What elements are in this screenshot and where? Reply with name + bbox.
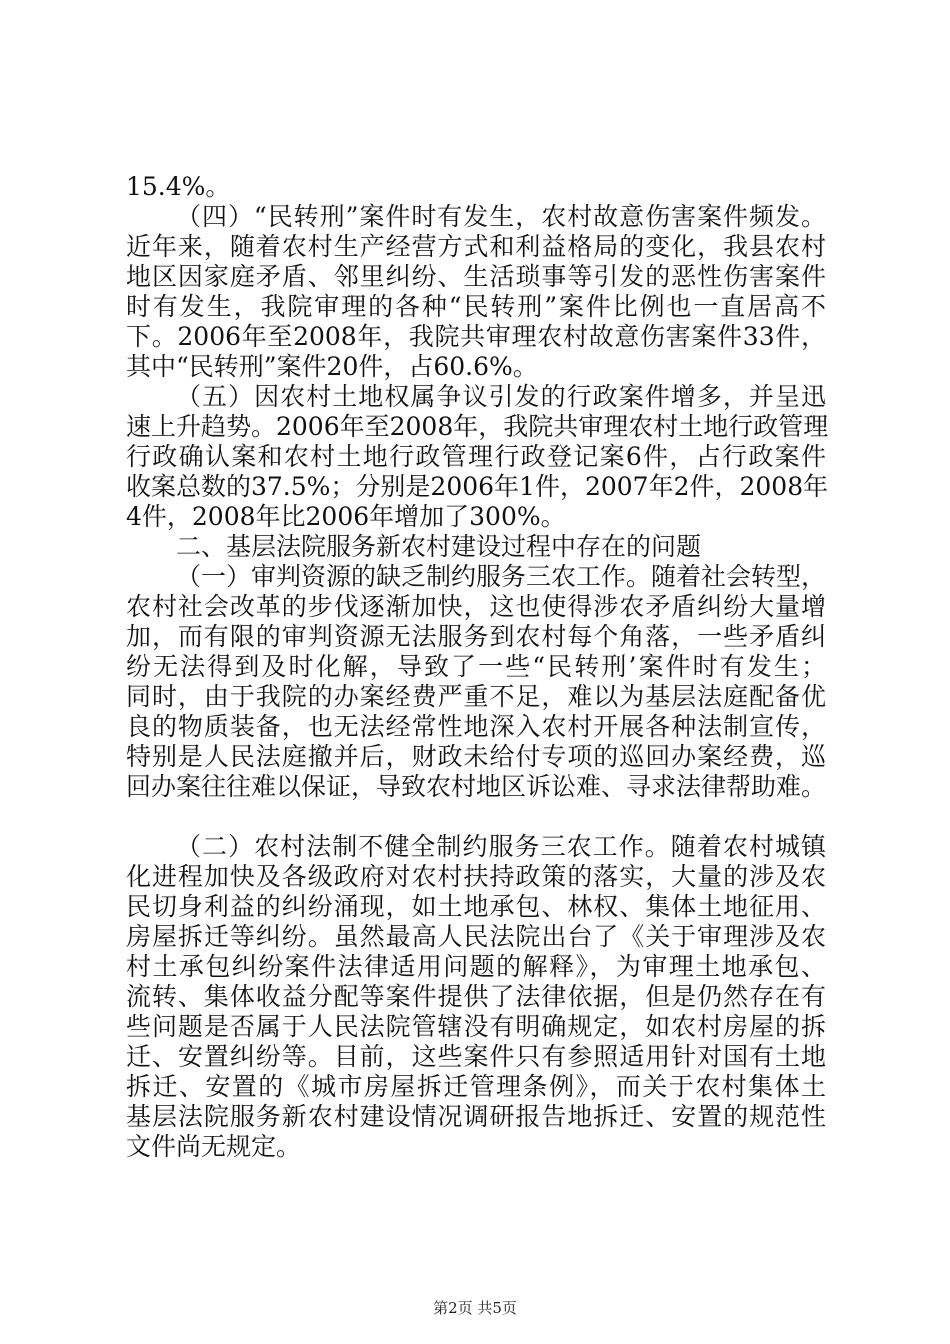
text-line: 基层法院服务新农村建设情况调研报告地拆迁、安置的规范性: [126, 1102, 826, 1131]
paragraph: [126, 172, 826, 202]
text-line: 二、基层法院服务新农村建设过程中存在的问题: [176, 532, 702, 561]
text-line: 行政确认案和农村土地行政管理行政登记案6件，占行政案件: [126, 442, 826, 471]
text-line: 特别是人民法庭撤并后，财政未给付专项的巡回办案经费，巡: [126, 742, 826, 771]
text-line: 流转、集体收益分配等案件提供了法律依据，但是仍然存在有: [126, 982, 826, 1011]
text-line: 良的物质装备，也无法经常性地深入农村开展各种法制宣传，: [126, 712, 826, 741]
text-line: 村土承包纠纷案件法律适用问题的解释》，为审理土地承包、: [126, 952, 826, 981]
text-line: （二）农村法制不健全制约服务三农工作。随着农村城镇: [176, 832, 826, 861]
text-line: 速上升趋势。2006年至2008年，我院共审理农村土地行政管理: [126, 412, 829, 441]
text-line: 其中“民转刑”案件20件，占60.6%。: [126, 352, 538, 381]
text-line: 拆迁、安置的《城市房屋拆迁管理条例》，而关于农村集体土: [126, 1072, 826, 1101]
text-line: （一）审判资源的缺乏制约服务三农工作。随着社会转型，: [176, 562, 827, 591]
text-line: 同时，由于我院的办案经费严重不足，难以为基层法庭配备优: [126, 682, 826, 711]
text-line: 地区因家庭矛盾、邻里纠纷、生活琐事等引发的恶性伤害案件: [126, 262, 826, 291]
text-line: 文件尚无规定。: [126, 1132, 302, 1161]
text-line: 15.4%。: [126, 172, 231, 201]
paragraph-gap: [126, 802, 826, 832]
paragraph: [126, 202, 826, 382]
page-footer: 第2页 共5页: [433, 1299, 517, 1317]
text-line: 农村社会改革的步伐逐渐加快，这也使得涉农矛盾纠纷大量增: [126, 592, 826, 621]
paragraph: [126, 382, 829, 532]
text-line: 迁、安置纠纷等。目前，这些案件只有参照适用针对国有土地: [126, 1042, 826, 1071]
text-line: 化进程加快及各级政府对农村扶持政策的落实，大量的涉及农: [126, 862, 826, 891]
text-line: 房屋拆迁等纠纷。虽然最高人民法院出台了《关于审理涉及农: [126, 922, 826, 951]
text-line: 些问题是否属于人民法院管辖没有明确规定，如农村房屋的拆: [126, 1012, 826, 1041]
text-line: （四）“民转刑”案件时有发生，农村故意伤害案件频发。: [176, 202, 826, 231]
text-line: 下。2006年至2008年，我院共审理农村故意伤害案件33件，: [126, 322, 826, 351]
text-line: 加，而有限的审判资源无法服务到农村每个角落，一些矛盾纠: [126, 622, 826, 651]
text-line: 近年来，随着农村生产经营方式和利益格局的变化，我县农村: [126, 232, 826, 261]
text-line: 时有发生，我院审理的各种“民转刑”案件比例也一直居高不: [126, 292, 826, 321]
paragraph: [126, 832, 826, 1162]
text-line: 回办案往往难以保证，导致农村地区诉讼难、寻求法律帮助难。: [126, 772, 827, 801]
paragraph: [126, 532, 826, 562]
text-line: 民切身利益的纠纷涌现，如土地承包、林权、集体土地征用、: [126, 892, 826, 921]
text-line: 收案总数的37.5%；分别是2006年1件，2007年2件，2008年: [126, 472, 829, 501]
text-line: （五）因农村土地权属争议引发的行政案件增多，并呈迅: [176, 382, 826, 411]
document-body: [126, 172, 829, 1162]
paragraph: [126, 562, 826, 802]
text-line: 4件，2008年比2006年增加了300%。: [126, 502, 566, 531]
text-line: 纷无法得到及时化解，导致了一些“民转刑’案件时有发生；: [126, 652, 826, 681]
